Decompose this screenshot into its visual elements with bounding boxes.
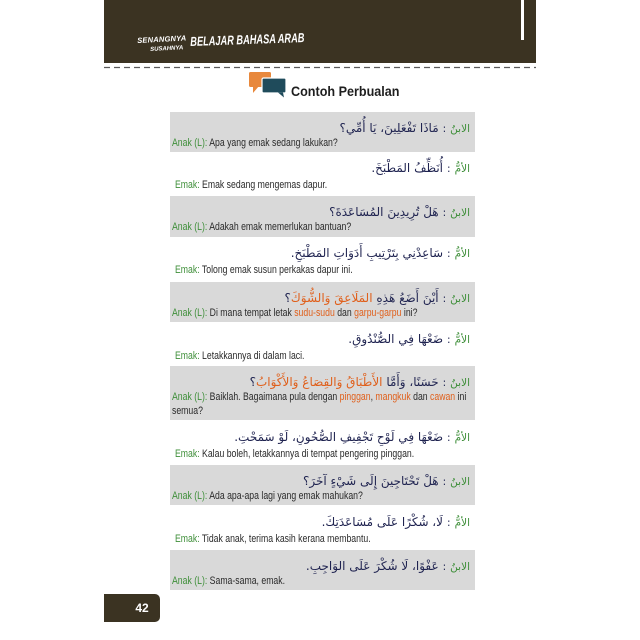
malay-line	[175, 447, 475, 461]
malay-speaker-label: Anak (L):	[172, 307, 208, 319]
arabic-speaker-label: الابنُ	[450, 377, 470, 389]
malay-line	[175, 263, 475, 277]
arabic-separator: :	[447, 432, 451, 444]
dialogue-row	[170, 366, 475, 420]
header-banner	[104, 0, 536, 63]
malay-highlight: garpu-garpu	[354, 307, 402, 319]
malay-line	[175, 178, 475, 192]
malay-text: Tolong emak susun perkakas dapur ini.	[201, 264, 353, 276]
arabic-speaker-label: الابنُ	[450, 207, 470, 219]
arabic-text: أُنَظِّفُ المَطْبَخَ.	[371, 161, 444, 175]
arabic-speaker-label: الابنُ	[450, 123, 470, 135]
dialogue-row	[170, 282, 475, 322]
malay-text-block	[172, 136, 472, 150]
arabic-line	[285, 288, 470, 308]
malay-speaker-label: Anak (L):	[172, 391, 208, 403]
dialogue-row	[170, 112, 475, 152]
malay-text: Emak sedang mengemas dapur.	[202, 179, 328, 191]
malay-text: Ada apa-apa lagi yang emak mahukan?	[209, 490, 363, 502]
arabic-speaker-label: الابنُ	[450, 561, 470, 573]
arabic-line	[234, 427, 470, 447]
malay-speaker-label: Anak (L):	[172, 490, 208, 502]
malay-line	[172, 390, 472, 418]
malay-highlight: mangkuk	[375, 391, 411, 403]
malay-text: dan	[410, 391, 431, 403]
arabic-highlight: الأَطْبَاقُ وَالقِصَاعُ وَالأَكْوَابُ	[255, 375, 383, 389]
malay-speaker-label: Anak (L):	[172, 221, 208, 233]
arabic-text: لَا، شُكْرًا عَلَى مُسَاعَدَتِكَ.	[321, 515, 444, 529]
dialogue-row	[170, 465, 475, 505]
page-number-badge	[104, 594, 160, 622]
arabic-separator: :	[442, 207, 447, 219]
arabic-speaker-label: الأمُّ	[454, 248, 470, 260]
malay-speaker-label: Anak (L):	[172, 575, 208, 587]
series-title: BELAJAR BAHASA ARAB	[190, 30, 305, 49]
malay-speaker-label: Emak:	[175, 179, 200, 191]
malay-highlight: sudu-sudu	[294, 307, 335, 319]
malay-text-block	[175, 263, 475, 277]
arabic-text: ؟	[249, 375, 256, 389]
malay-text-block	[175, 532, 475, 546]
arabic-separator: :	[442, 377, 447, 389]
arabic-separator: :	[442, 123, 447, 135]
dialogue-row	[170, 421, 475, 464]
malay-text: Tidak anak, terima kasih kerana membantu.	[201, 533, 371, 545]
malay-text: Baiklah. Bagaimana pula dengan	[209, 391, 340, 403]
series-name-bottom: SUSAHNYA	[150, 45, 184, 53]
arabic-separator: :	[447, 334, 451, 346]
malay-text: Letakkannya di dalam laci.	[202, 350, 305, 362]
banner-notch	[521, 0, 524, 40]
malay-text: Apa yang emak sedang lakukan?	[209, 137, 338, 149]
section-title: Contoh Perbualan	[291, 83, 400, 99]
malay-text: ini semua?	[172, 391, 467, 417]
arabic-separator: :	[442, 293, 447, 305]
arabic-text: عَفْوًا، لَا شُكْرَ عَلَى الوَاجِبِ.	[305, 559, 439, 573]
dialogue-row	[170, 196, 475, 237]
dialogue-row	[170, 550, 475, 590]
arabic-separator: :	[447, 163, 451, 175]
arabic-separator: :	[447, 517, 451, 529]
dialogue-row	[170, 152, 475, 195]
malay-text: ,	[370, 391, 376, 403]
arabic-speaker-label: الأمُّ	[454, 432, 470, 444]
malay-text: Adakah emak memerlukan bantuan?	[209, 221, 352, 233]
malay-highlight: pinggan	[339, 391, 371, 403]
malay-line	[175, 349, 475, 363]
malay-line	[172, 220, 472, 234]
header-dashed-divider	[104, 66, 536, 69]
page-number: 42	[135, 601, 149, 615]
malay-line	[172, 489, 472, 503]
malay-text-block	[172, 390, 472, 418]
arabic-text: مَاذَا تَفْعَلِينَ، يَا أُمِّي؟	[339, 121, 439, 135]
dialogue-row	[170, 323, 475, 365]
arabic-separator: :	[442, 476, 447, 488]
arabic-speaker-label: الأمُّ	[454, 517, 470, 529]
arabic-text: حَسَنًا، وَأَمَّا	[382, 375, 439, 389]
malay-text-block	[172, 306, 472, 320]
malay-speaker-label: Emak:	[175, 264, 200, 276]
arabic-line	[306, 556, 470, 576]
arabic-text: ؟	[284, 291, 291, 305]
arabic-text: هَلْ تُرِيدِينَ المُسَاعَدَةَ؟	[329, 205, 439, 219]
dialogue-row	[170, 237, 475, 281]
arabic-text: هَلْ تَحْتَاجِينَ إِلَى شَيْءٍ آخَرَ؟	[302, 474, 439, 488]
arabic-highlight: المَلَاعِقَ وَالشُّوَكَ	[290, 291, 373, 305]
malay-text-block	[175, 178, 475, 192]
malay-speaker-label: Emak:	[175, 533, 200, 545]
malay-text: Kalau boleh, letakkannya di tempat pengering pinggan.	[202, 448, 415, 460]
malay-text: Di mana tempat letak	[209, 307, 295, 319]
malay-text-block	[172, 489, 472, 503]
arabic-speaker-label: الأمُّ	[454, 163, 470, 175]
malay-text-block	[175, 349, 475, 363]
malay-line	[172, 574, 472, 588]
arabic-line	[322, 512, 470, 532]
arabic-line	[371, 158, 470, 178]
series-name-top: SENANGNYA	[137, 33, 187, 45]
malay-line	[175, 532, 475, 546]
arabic-text: ضَعْهَا فِي لَوْحِ تَجْفِيفِ الصُّحُونِ، لَوْ سَمَحْتِ.	[234, 430, 444, 444]
malay-speaker-label: Emak:	[175, 448, 200, 460]
malay-text-block	[172, 574, 472, 588]
arabic-text: ضَعْهَا فِي الصُّنْدُوقِ.	[348, 332, 444, 346]
arabic-line	[291, 243, 470, 263]
arabic-line	[339, 118, 470, 138]
malay-text-block	[172, 220, 472, 234]
arabic-line	[348, 329, 470, 349]
malay-highlight: cawan	[430, 391, 456, 403]
malay-speaker-label: Emak:	[175, 350, 200, 362]
arabic-line	[303, 471, 470, 491]
dialogue-row	[170, 506, 475, 549]
arabic-separator: :	[447, 248, 451, 260]
arabic-separator: :	[442, 561, 447, 573]
malay-speaker-label: Anak (L):	[172, 137, 208, 149]
malay-line	[172, 306, 472, 320]
arabic-line	[250, 372, 470, 392]
arabic-speaker-label: الأمُّ	[454, 334, 470, 346]
arabic-text: سَاعِدْنِي بِتَرْتِيبِ أَدَوَاتِ المَطْبَخِ.	[290, 246, 444, 260]
malay-text: Sama-sama, emak.	[209, 575, 286, 587]
arabic-speaker-label: الابنُ	[450, 476, 470, 488]
malay-line	[172, 136, 472, 150]
speech-bubbles-icon	[247, 70, 289, 98]
arabic-text: أَيْنَ أَضَعُ هَذِهِ	[372, 291, 439, 305]
arabic-line	[329, 202, 470, 222]
malay-text: dan	[334, 307, 355, 319]
malay-text: ini?	[401, 307, 418, 319]
arabic-speaker-label: الابنُ	[450, 293, 470, 305]
malay-text-block	[175, 447, 475, 461]
